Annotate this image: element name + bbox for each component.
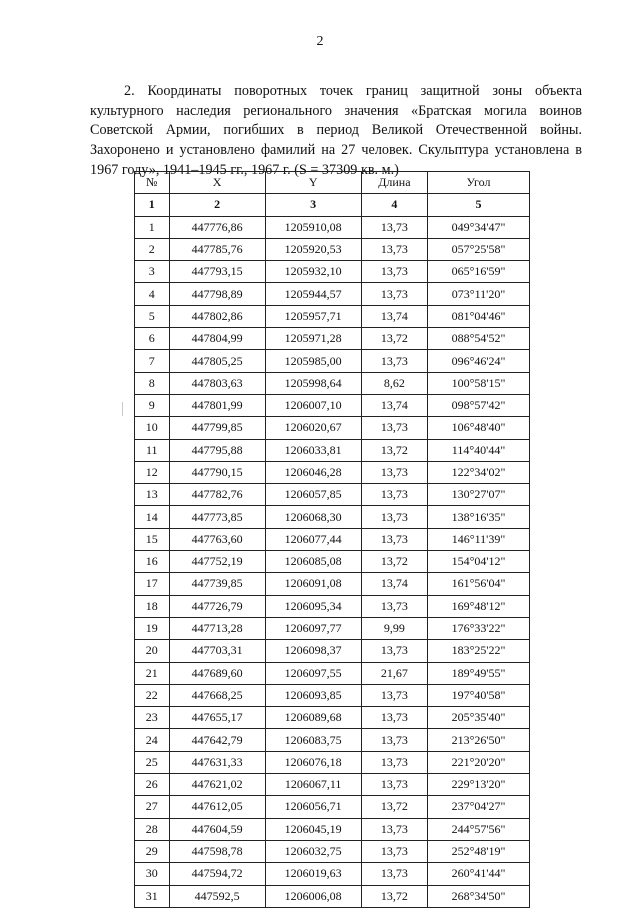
cell-angle: 146°11'39" — [428, 528, 530, 550]
cell-y: 1206077,44 — [265, 528, 361, 550]
cell-x: 447799,85 — [169, 417, 265, 439]
cell-angle: 138°16'35" — [428, 506, 530, 528]
cell-number: 19 — [135, 617, 170, 639]
cell-number: 23 — [135, 707, 170, 729]
cell-length: 13,73 — [361, 729, 427, 751]
cell-number: 12 — [135, 461, 170, 483]
cell-length: 13,73 — [361, 417, 427, 439]
table-row — [135, 305, 530, 327]
cell-x: 447805,25 — [169, 350, 265, 372]
cell-length: 13,72 — [361, 796, 427, 818]
cell-y: 1206045,19 — [265, 818, 361, 840]
cell-angle: 213°26'50" — [428, 729, 530, 751]
cell-length: 13,73 — [361, 216, 427, 238]
table-row — [135, 439, 530, 461]
cell-angle: 154°04'12" — [428, 551, 530, 573]
cell-angle: 114°40'44" — [428, 439, 530, 461]
cell-number: 18 — [135, 595, 170, 617]
cell-angle: 221°20'20" — [428, 751, 530, 773]
cell-y: 1206083,75 — [265, 729, 361, 751]
column-number-row — [135, 194, 530, 216]
cell-length: 13,73 — [361, 350, 427, 372]
table-row — [135, 484, 530, 506]
cell-number: 27 — [135, 796, 170, 818]
table-row — [135, 595, 530, 617]
cell-x: 447631,33 — [169, 751, 265, 773]
cell-y: 1206019,63 — [265, 863, 361, 885]
table-row — [135, 885, 530, 907]
cell-y: 1206076,18 — [265, 751, 361, 773]
header-length: Длина — [361, 172, 427, 194]
cell-angle: 096°46'24" — [428, 350, 530, 372]
cell-length: 13,73 — [361, 261, 427, 283]
cell-angle: 197°40'58" — [428, 684, 530, 706]
cell-y: 1206085,08 — [265, 551, 361, 573]
cell-angle: 229°13'20" — [428, 774, 530, 796]
cell-x: 447689,60 — [169, 662, 265, 684]
cell-x: 447594,72 — [169, 863, 265, 885]
cell-y: 1206067,11 — [265, 774, 361, 796]
cell-length: 13,73 — [361, 774, 427, 796]
cell-number: 1 — [135, 216, 170, 238]
cell-length: 13,73 — [361, 528, 427, 550]
column-number: 5 — [428, 194, 530, 216]
cell-x: 447621,02 — [169, 774, 265, 796]
cell-y: 1205998,64 — [265, 372, 361, 394]
cell-x: 447795,88 — [169, 439, 265, 461]
cell-number: 20 — [135, 640, 170, 662]
cell-y: 1206068,30 — [265, 506, 361, 528]
cell-number: 8 — [135, 372, 170, 394]
cell-length: 13,74 — [361, 573, 427, 595]
table-row — [135, 662, 530, 684]
cell-angle: 205°35'40" — [428, 707, 530, 729]
cell-number: 7 — [135, 350, 170, 372]
table-row — [135, 684, 530, 706]
cell-number: 16 — [135, 551, 170, 573]
cell-length: 13,73 — [361, 684, 427, 706]
intro-paragraph: 2. Координаты поворотных точек границ защитной зоны объекта культурного наследия регионального значения «Братская могила воинов Советской Армии, погибших в период Великой Отечественной войны. Захоронено и установлено фамилий на 27 человек. Скульптура установлена в 1967 году», 1941–1945 гг., 1967 г. (S = 37309 кв. м.) — [90, 83, 582, 178]
cell-number: 22 — [135, 684, 170, 706]
cell-angle: 057°25'58" — [428, 238, 530, 260]
cell-x: 447803,63 — [169, 372, 265, 394]
cell-number: 17 — [135, 573, 170, 595]
cell-y: 1205957,71 — [265, 305, 361, 327]
cell-x: 447713,28 — [169, 617, 265, 639]
cell-angle: 161°56'04" — [428, 573, 530, 595]
cell-length: 13,72 — [361, 885, 427, 907]
header-number: № — [135, 172, 170, 194]
cell-y: 1206007,10 — [265, 394, 361, 416]
cell-x: 447655,17 — [169, 707, 265, 729]
header-angle: Угол — [428, 172, 530, 194]
table-row — [135, 261, 530, 283]
cell-number: 4 — [135, 283, 170, 305]
cell-number: 24 — [135, 729, 170, 751]
cell-x: 447642,79 — [169, 729, 265, 751]
column-number: 3 — [265, 194, 361, 216]
cell-x: 447598,78 — [169, 840, 265, 862]
cell-y: 1206033,81 — [265, 439, 361, 461]
cell-x: 447793,15 — [169, 261, 265, 283]
cell-y: 1206097,55 — [265, 662, 361, 684]
cell-y: 1206057,85 — [265, 484, 361, 506]
cell-y: 1206020,67 — [265, 417, 361, 439]
table-row — [135, 640, 530, 662]
cell-angle: 106°48'40" — [428, 417, 530, 439]
cell-number: 10 — [135, 417, 170, 439]
cell-number: 21 — [135, 662, 170, 684]
cell-y: 1206091,08 — [265, 573, 361, 595]
table-row — [135, 551, 530, 573]
cell-angle: 252°48'19" — [428, 840, 530, 862]
cell-angle: 260°41'44" — [428, 863, 530, 885]
cell-angle: 088°54'52" — [428, 328, 530, 350]
cell-number: 25 — [135, 751, 170, 773]
cell-length: 13,73 — [361, 840, 427, 862]
cell-x: 447801,99 — [169, 394, 265, 416]
table-row — [135, 350, 530, 372]
cell-x: 447668,25 — [169, 684, 265, 706]
cell-number: 28 — [135, 818, 170, 840]
cell-x: 447604,59 — [169, 818, 265, 840]
cell-number: 6 — [135, 328, 170, 350]
cell-number: 14 — [135, 506, 170, 528]
cell-angle: 169°48'12" — [428, 595, 530, 617]
cell-angle: 176°33'22" — [428, 617, 530, 639]
cell-x: 447773,85 — [169, 506, 265, 528]
table-row — [135, 372, 530, 394]
page-number: 2 — [316, 34, 324, 49]
cell-angle: 244°57'56" — [428, 818, 530, 840]
cell-number: 3 — [135, 261, 170, 283]
cell-angle: 049°34'47" — [428, 216, 530, 238]
cell-number: 26 — [135, 774, 170, 796]
cell-y: 1205971,28 — [265, 328, 361, 350]
cell-length: 13,72 — [361, 439, 427, 461]
cell-length: 13,73 — [361, 707, 427, 729]
column-number: 4 — [361, 194, 427, 216]
cell-length: 13,72 — [361, 328, 427, 350]
cell-number: 31 — [135, 885, 170, 907]
cell-y: 1206098,37 — [265, 640, 361, 662]
cell-number: 29 — [135, 840, 170, 862]
cell-x: 447703,31 — [169, 640, 265, 662]
table-row — [135, 417, 530, 439]
table-row — [135, 506, 530, 528]
cell-angle: 268°34'50" — [428, 885, 530, 907]
cell-length: 8,62 — [361, 372, 427, 394]
cell-x: 447802,86 — [169, 305, 265, 327]
table-header-row — [135, 172, 530, 194]
table-row — [135, 729, 530, 751]
table-row — [135, 461, 530, 483]
cell-y: 1206097,77 — [265, 617, 361, 639]
cell-y: 1205920,53 — [265, 238, 361, 260]
header-y: Y — [265, 172, 361, 194]
column-number: 1 — [135, 194, 170, 216]
cell-angle: 081°04'46" — [428, 305, 530, 327]
cell-angle: 073°11'20" — [428, 283, 530, 305]
coordinates-table — [134, 171, 530, 908]
cell-number: 9 — [135, 394, 170, 416]
table-row — [135, 796, 530, 818]
table-row — [135, 863, 530, 885]
cell-length: 13,74 — [361, 305, 427, 327]
table-row — [135, 283, 530, 305]
cell-length: 21,67 — [361, 662, 427, 684]
table-row — [135, 617, 530, 639]
column-number: 2 — [169, 194, 265, 216]
table-row — [135, 751, 530, 773]
table-row — [135, 774, 530, 796]
table-row — [135, 394, 530, 416]
cell-x: 447782,76 — [169, 484, 265, 506]
cell-x: 447763,60 — [169, 528, 265, 550]
cell-length: 13,73 — [361, 863, 427, 885]
cell-number: 13 — [135, 484, 170, 506]
table-row — [135, 328, 530, 350]
cell-length: 13,73 — [361, 640, 427, 662]
cell-length: 13,74 — [361, 394, 427, 416]
cell-y: 1206006,08 — [265, 885, 361, 907]
cell-x: 447785,76 — [169, 238, 265, 260]
table-row — [135, 573, 530, 595]
cell-angle: 065°16'59" — [428, 261, 530, 283]
cell-angle: 189°49'55" — [428, 662, 530, 684]
cell-angle: 122°34'02" — [428, 461, 530, 483]
cell-x: 447739,85 — [169, 573, 265, 595]
cell-y: 1206093,85 — [265, 684, 361, 706]
cell-angle: 100°58'15" — [428, 372, 530, 394]
cell-length: 13,73 — [361, 751, 427, 773]
cell-x: 447752,19 — [169, 551, 265, 573]
header-x: X — [169, 172, 265, 194]
cell-x: 447804,99 — [169, 328, 265, 350]
cell-angle: 098°57'42" — [428, 394, 530, 416]
cell-number: 30 — [135, 863, 170, 885]
cell-y: 1205910,08 — [265, 216, 361, 238]
cell-x: 447790,15 — [169, 461, 265, 483]
cell-y: 1205944,57 — [265, 283, 361, 305]
cell-y: 1206095,34 — [265, 595, 361, 617]
table-row — [135, 238, 530, 260]
cell-x: 447612,05 — [169, 796, 265, 818]
cell-length: 9,99 — [361, 617, 427, 639]
cell-y: 1205932,10 — [265, 261, 361, 283]
cell-angle: 183°25'22" — [428, 640, 530, 662]
cell-y: 1206089,68 — [265, 707, 361, 729]
cell-number: 2 — [135, 238, 170, 260]
cell-length: 13,73 — [361, 595, 427, 617]
cell-y: 1206046,28 — [265, 461, 361, 483]
cell-length: 13,73 — [361, 818, 427, 840]
cell-length: 13,72 — [361, 551, 427, 573]
margin-mark — [122, 402, 123, 416]
table-row — [135, 818, 530, 840]
cell-length: 13,73 — [361, 506, 427, 528]
cell-angle: 237°04'27" — [428, 796, 530, 818]
cell-y: 1206032,75 — [265, 840, 361, 862]
cell-x: 447592,5 — [169, 885, 265, 907]
table-body — [135, 194, 530, 908]
cell-length: 13,73 — [361, 283, 427, 305]
table-row — [135, 528, 530, 550]
cell-length: 13,73 — [361, 484, 427, 506]
cell-x: 447776,86 — [169, 216, 265, 238]
cell-x: 447798,89 — [169, 283, 265, 305]
table-row — [135, 840, 530, 862]
cell-y: 1205985,00 — [265, 350, 361, 372]
table-row — [135, 707, 530, 729]
cell-x: 447726,79 — [169, 595, 265, 617]
cell-length: 13,73 — [361, 238, 427, 260]
cell-angle: 130°27'07" — [428, 484, 530, 506]
cell-length: 13,73 — [361, 461, 427, 483]
table-row — [135, 216, 530, 238]
cell-number: 15 — [135, 528, 170, 550]
cell-y: 1206056,71 — [265, 796, 361, 818]
cell-number: 11 — [135, 439, 170, 461]
cell-number: 5 — [135, 305, 170, 327]
